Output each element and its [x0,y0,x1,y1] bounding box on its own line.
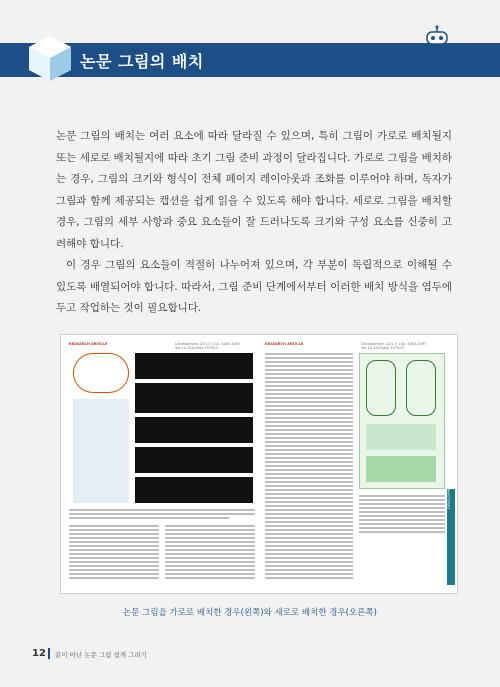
robot-icon [424,25,450,47]
microscopy-panel-c [135,417,253,443]
body-text [56,126,452,320]
example-figure [60,334,458,594]
microscopy-panel-a [135,353,253,379]
paragraph-2: 이 경우 그림의 요소들이 적절히 나누어져 있으며, 각 부분이 독립적으로 이해될 수 있도록 배열되어야 합니다. 따라서, 그림 준비 단계에서부터 이러한 배치 방식을 염두에 두고 작업하는 것이 필요합니다. [56,259,452,314]
section-header-band [0,43,500,77]
page-number: 12 [32,648,46,659]
landscape-example-page [65,339,259,591]
microscopy-panel-b [135,383,253,413]
page-footer [0,642,500,687]
vertical-figure-panel [359,353,445,489]
right-page-meta: Development (2017) 144, 4483-4497 doi:10.1242/dev.157503 [361,342,427,350]
side-tab-label: DEVELOPMENT [447,482,451,509]
figure-caption: 논문 그림을 가로로 배치한 경우(왼쪽)와 세로로 배치한 경우(오른쪽) [123,608,377,618]
portrait-example-page [261,339,455,591]
microscopy-panel-e [135,477,253,503]
schematic-panel [73,399,129,503]
book-title: 끝이 아닌 논문 그림 쉽게 그리기 [55,651,147,659]
section-title: 논문 그림의 배치 [80,52,204,71]
schematic-diagram [73,353,129,393]
right-journal-label: RESEARCH ARTICLE [265,342,304,346]
left-page-meta: Development (2017) 144, 4483-4497 doi:10.1242/dev.157503 [175,342,241,350]
footer-divider [48,648,50,659]
cube-icon [26,34,74,82]
microscopy-panel-d [135,447,253,473]
development-side-tab [447,482,455,585]
left-journal-label: RESEARCH ARTICLE [69,342,108,346]
paragraph-1: 논문 그림의 배치는 여러 요소에 따라 달라질 수 있으며, 특히 그림이 가로로 배치될지 또는 세로로 배치될지에 따라 초기 그림 준비 과정이 달라집니다. 가로로 그림을 배치하는 경우, 그림의 크기와 형식이 전체 페이지 레이아웃과 조화를 이루어야 하며, 독자가 그림과 함께 제공되는 캡션을 쉽게 읽을 수 있도록 해야 합니다. 세로로 그림을 배치할 경우, 그림의 세부 사항과 중요 요소들이 잘 드러나도록 크기와 구성 요소를 신중히 고려해야 합니다. [56,130,452,250]
